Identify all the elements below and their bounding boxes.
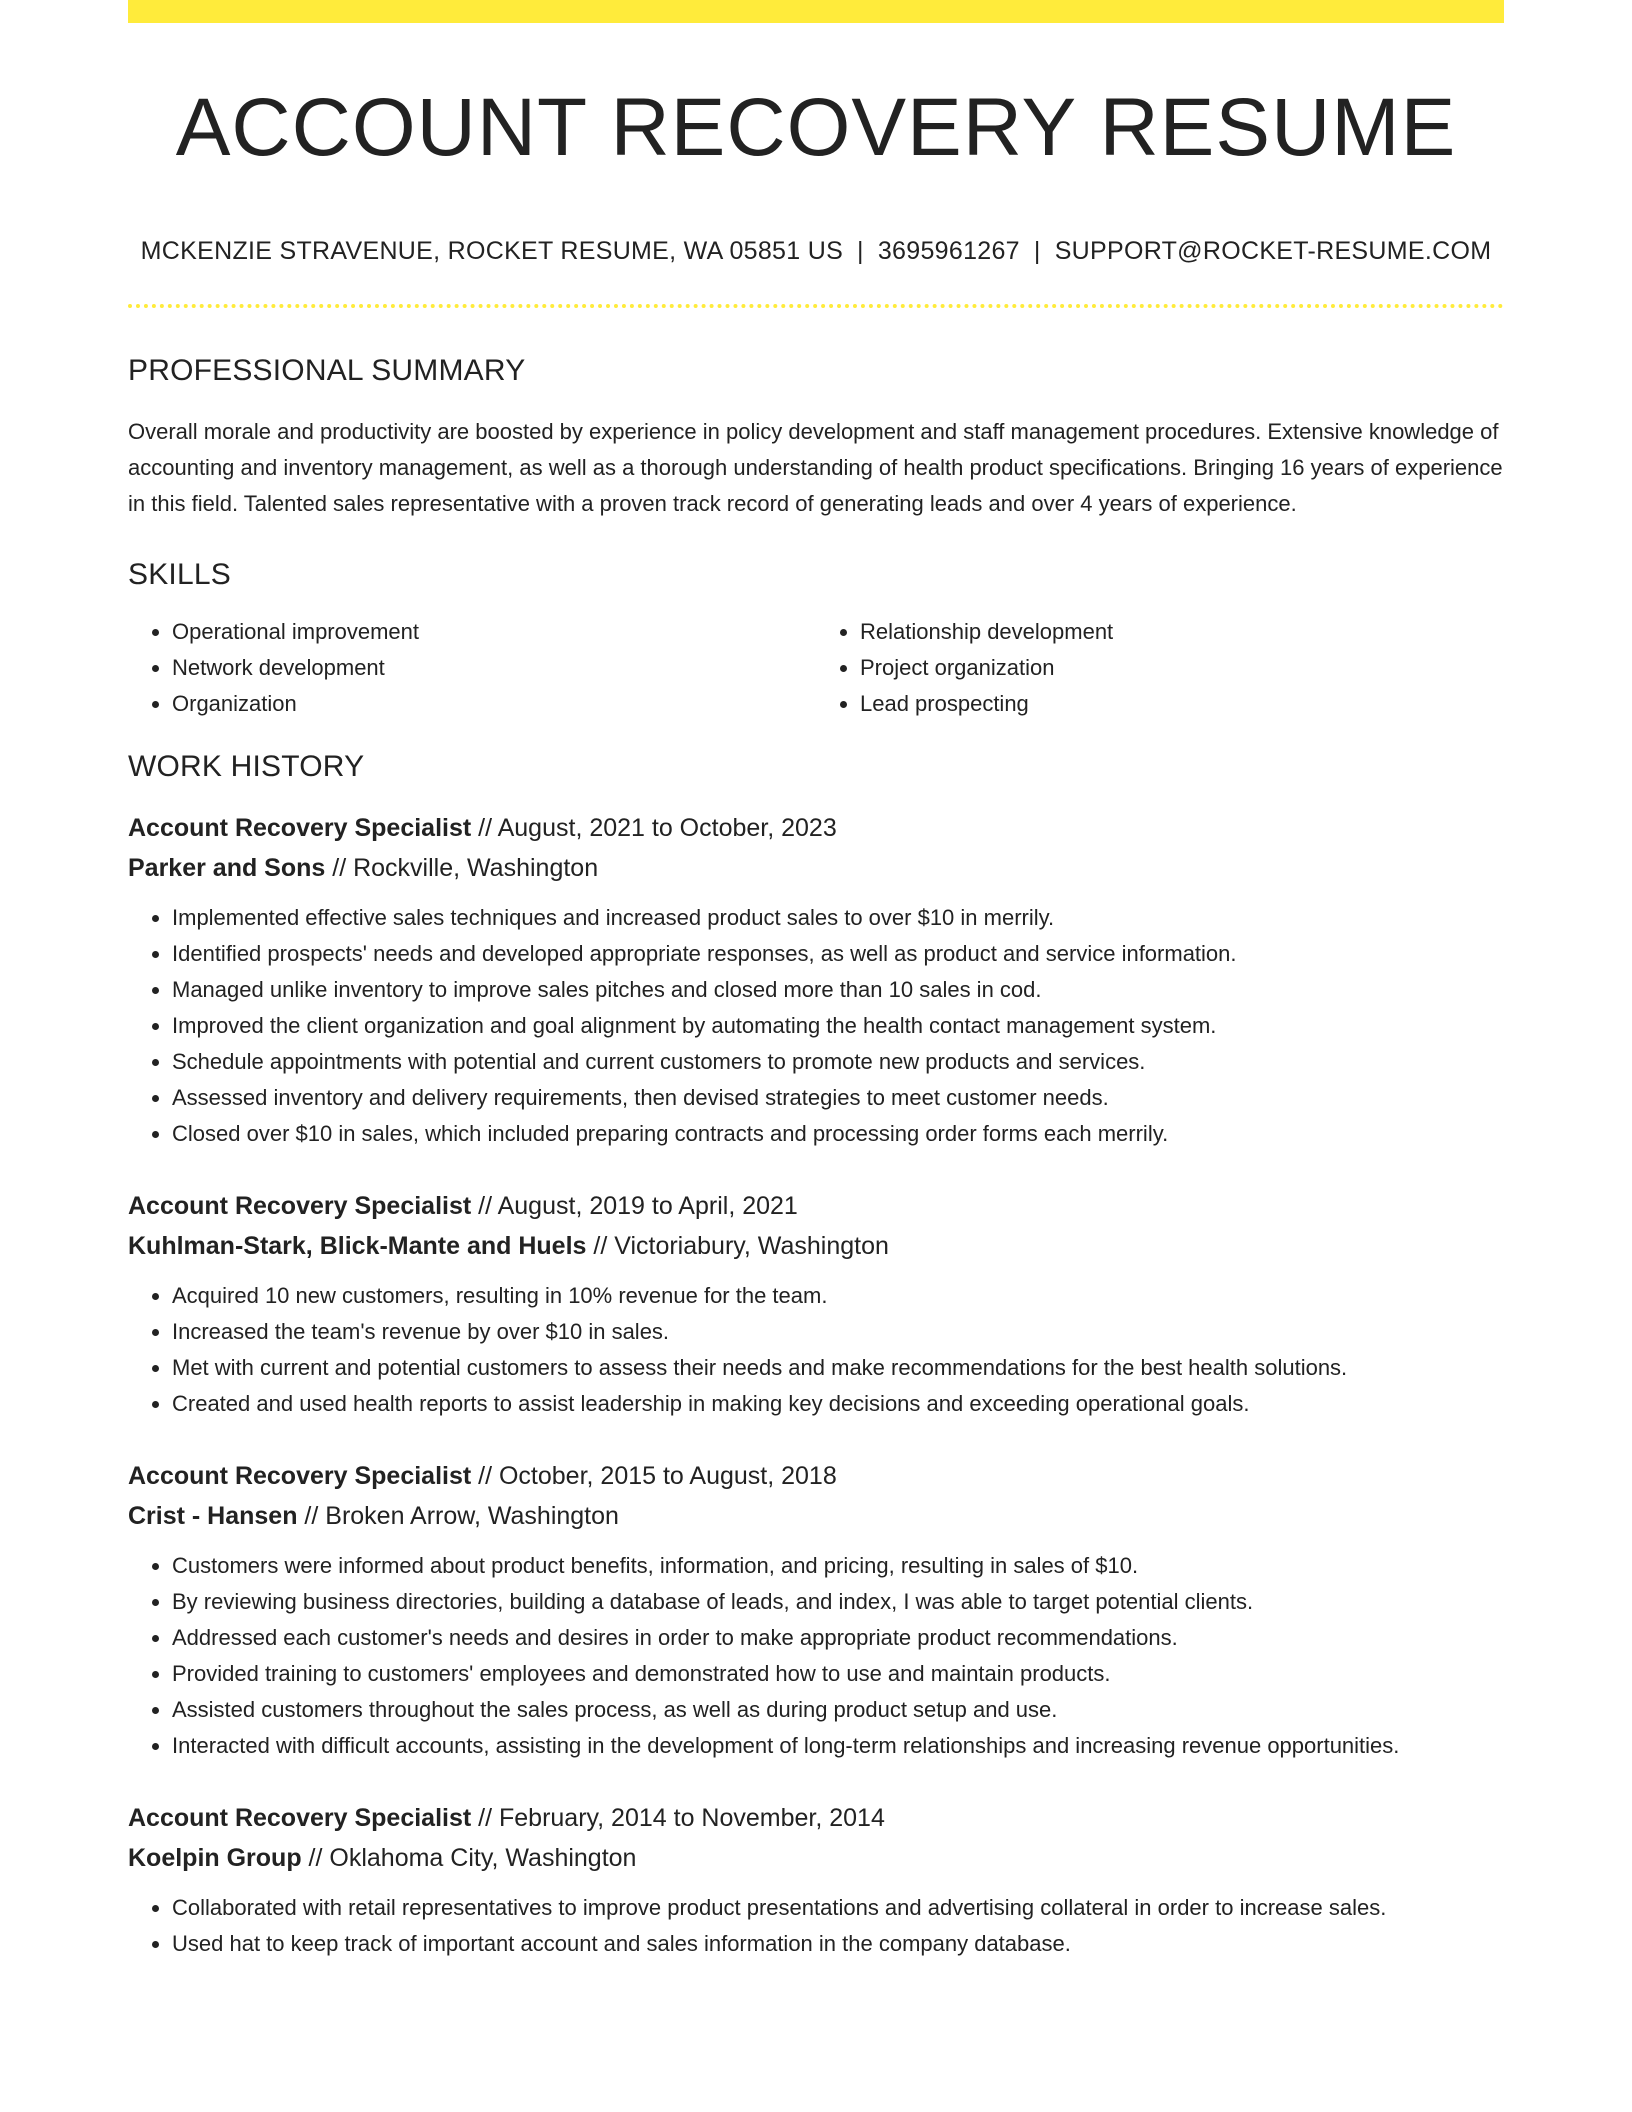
job-bullets <box>128 900 1504 1152</box>
job-dates: // August, 2021 to October, 2023 <box>471 814 837 842</box>
job-bullet: • Closed over $10 in sales, which included preparing contracts and processing order forms each merrily. <box>172 1116 1504 1152</box>
job-entry <box>128 1456 1504 1764</box>
job-bullet: • Acquired 10 new customers, resulting in 10% revenue for the team. <box>172 1278 1504 1314</box>
job-bullets <box>128 1278 1504 1422</box>
skills-list-left <box>128 614 816 722</box>
summary-section <box>128 356 1504 522</box>
summary-heading: PROFESSIONAL SUMMARY <box>128 354 526 387</box>
job-dates: // February, 2014 to November, 2014 <box>471 1804 885 1832</box>
skill-item: • Operational improvement <box>172 614 816 650</box>
skill-item: • Organization <box>172 686 816 722</box>
contact-address: MCKENZIE STRAVENUE, ROCKET RESUME, WA 05851 US <box>140 237 844 265</box>
contact-phone: 3695961267 <box>877 237 1020 265</box>
accent-bar <box>128 0 1504 23</box>
job-bullet: • By reviewing business directories, building a database of leads, and index, I was able to target potential clients. <box>172 1584 1504 1620</box>
job-bullet: • Created and used health reports to assist leadership in making key decisions and exceeding operational goals. <box>172 1386 1504 1422</box>
skill-item: • Project organization <box>860 650 1504 686</box>
job-title-line <box>128 1186 1504 1226</box>
job-company-line <box>128 1496 1504 1536</box>
job-bullet: • Assessed inventory and delivery requirements, then devised strategies to meet customer needs. <box>172 1080 1504 1116</box>
skill-item: • Network development <box>172 650 816 686</box>
resume-page <box>128 0 1504 1962</box>
dotted-divider <box>128 304 1504 308</box>
job-bullet: • Used hat to keep track of important account and sales information in the company database. <box>172 1926 1504 1962</box>
skills-list-right <box>816 614 1504 722</box>
job-entry <box>128 808 1504 1152</box>
job-title-line <box>128 1456 1504 1496</box>
job-title: Account Recovery Specialist <box>128 1192 472 1220</box>
job-bullet: • Interacted with difficult accounts, assisting in the development of long-term relationships and increasing revenue opportunities. <box>172 1728 1504 1764</box>
job-company-line <box>128 848 1504 888</box>
job-location: // Broken Arrow, Washington <box>297 1502 619 1530</box>
job-company: Crist - Hansen <box>128 1502 298 1530</box>
contact-separator: | <box>857 237 864 265</box>
contact-separator: | <box>1033 237 1041 265</box>
job-location: // Victoriabury, Washington <box>586 1232 889 1260</box>
job-bullet: • Increased the team's revenue by over $10 in sales. <box>172 1314 1504 1350</box>
work-history-section <box>128 752 1504 1962</box>
job-company: Koelpin Group <box>128 1844 302 1872</box>
job-location: // Oklahoma City, Washington <box>301 1844 637 1872</box>
skills-heading: SKILLS <box>128 558 231 591</box>
job-bullets <box>128 1890 1504 1962</box>
job-title-line <box>128 1798 1504 1838</box>
job-company: Kuhlman-Stark, Blick-Mante and Huels <box>128 1232 587 1260</box>
job-bullet: • Addressed each customer's needs and desires in order to make appropriate product recommendations. <box>172 1620 1504 1656</box>
job-company-line <box>128 1838 1504 1878</box>
job-company-line <box>128 1226 1504 1266</box>
job-bullet: • Managed unlike inventory to improve sales pitches and closed more than 10 sales in cod. <box>172 972 1504 1008</box>
work-history-heading: WORK HISTORY <box>128 750 365 783</box>
job-entry <box>128 1186 1504 1422</box>
job-bullet: • Met with current and potential customers to assess their needs and make recommendations for the best health solutions. <box>172 1350 1504 1386</box>
contact-line <box>128 239 1504 264</box>
job-bullet: • Identified prospects' needs and developed appropriate responses, as well as product and service information. <box>172 936 1504 972</box>
job-bullet: • Improved the client organization and goal alignment by automating the health contact management system. <box>172 1008 1504 1044</box>
skills-section <box>128 560 1504 722</box>
skill-item: • Lead prospecting <box>860 686 1504 722</box>
job-title: Account Recovery Specialist <box>128 1804 472 1832</box>
skill-item: • Relationship development <box>860 614 1504 650</box>
resume-title: ACCOUNT RECOVERY RESUME <box>175 82 1457 173</box>
job-bullet: • Collaborated with retail representatives to improve product presentations and advertising collateral in order to increase sales. <box>172 1890 1504 1926</box>
job-dates: // October, 2015 to August, 2018 <box>471 1462 837 1490</box>
job-location: // Rockville, Washington <box>325 854 599 882</box>
job-bullets <box>128 1548 1504 1764</box>
skills-columns <box>128 614 1504 722</box>
job-bullet: • Provided training to customers' employees and demonstrated how to use and maintain products. <box>172 1656 1504 1692</box>
job-entry <box>128 1798 1504 1962</box>
job-title: Account Recovery Specialist <box>128 1462 472 1490</box>
job-bullet: • Implemented effective sales techniques and increased product sales to over $10 in merrily. <box>172 900 1504 936</box>
job-bullet: • Customers were informed about product benefits, information, and pricing, resulting in sales of $10. <box>172 1548 1504 1584</box>
summary-text: Overall morale and productivity are boosted by experience in policy development and staff management procedures. Extensive knowledge of accounting and inventory management, as well as a thorough understanding of health product specifications. Bringing 16 years of experience in this field. Talented sales representative with a proven track record of generating leads and over 4 years of experience. <box>128 419 1503 516</box>
job-bullet: • Schedule appointments with potential and current customers to promote new products and services. <box>172 1044 1504 1080</box>
job-title: Account Recovery Specialist <box>128 814 472 842</box>
contact-email[interactable]: SUPPORT@ROCKET-RESUME.COM <box>1054 237 1492 265</box>
job-company: Parker and Sons <box>128 854 326 882</box>
job-dates: // August, 2019 to April, 2021 <box>471 1192 798 1220</box>
job-bullet: • Assisted customers throughout the sales process, as well as during product setup and use. <box>172 1692 1504 1728</box>
job-title-line <box>128 808 1504 848</box>
